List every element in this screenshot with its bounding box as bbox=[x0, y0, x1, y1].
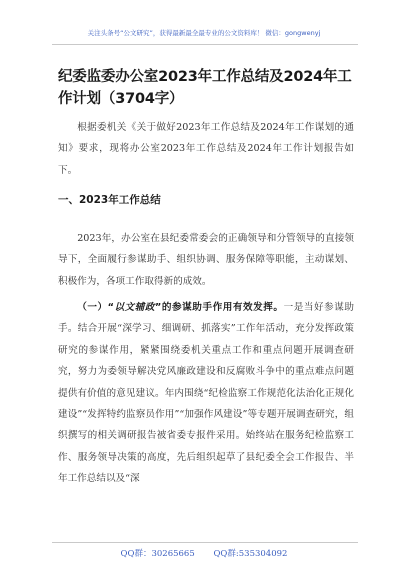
subsection-paragraph bbox=[58, 297, 354, 490]
footer-qq-group-2: QQ群:535304092 bbox=[213, 549, 288, 559]
footer-qq-group-1: QQ群：30265665 bbox=[120, 549, 195, 559]
footer bbox=[0, 547, 408, 559]
header-divider bbox=[52, 44, 358, 45]
summary-paragraph: 2023年，办公室在县纪委常委会的正确领导和分管领导的直接领导下，全面履行参谋助手、组织协调、服务保障等职能，主动谋划、积极作为，各项工作取得新的成效。 bbox=[58, 233, 354, 287]
subsection-heading-open: （一）“ bbox=[77, 302, 114, 313]
subsection-heading bbox=[77, 302, 283, 313]
header-banner: 关注头条号“公文研究”，获得最新最全最专业的公文资料库！ 微信：gongwenyj bbox=[87, 29, 321, 37]
document-title: 纪委监委办公室2023年工作总结及2024年工作计划（3704字） bbox=[58, 69, 352, 107]
subsection-body: 一是当好参谋助手。结合开展“深学习、细调研、抓落实”工作年活动，充分发挥政策研究的参谋作用，紧紧围绕委机关重点工作和重点问题开展调查研究，努力为委领导解决党风廉政建设和反腐败斗争中的重点难点问题提供有价值的意见建议。年内围绕“纪检监察工作规范化法治化正规化建设”“发挥特约监察员作用”“加强作风建设”等专题开展调查研究，组织撰写的相关调研报告被省委专报件采用。始终站在服务纪检监察工作、服务领导决策的高度，先后组织起草了县纪委全会工作报告、半年工作总结以及“深 bbox=[58, 302, 355, 485]
section-heading: 一、2023年工作总结 bbox=[58, 194, 161, 206]
subsection-heading-close: ”的参谋助手作用有效发挥。 bbox=[155, 302, 284, 313]
intro-paragraph: 根据委机关《关于做好2023年工作总结及2024年工作谋划的通知》要求，现将办公室2023年工作总结及2024年工作计划报告如下。 bbox=[58, 122, 354, 176]
subsection-heading-quote: 以文辅政 bbox=[113, 302, 156, 313]
footer-divider bbox=[52, 542, 358, 543]
